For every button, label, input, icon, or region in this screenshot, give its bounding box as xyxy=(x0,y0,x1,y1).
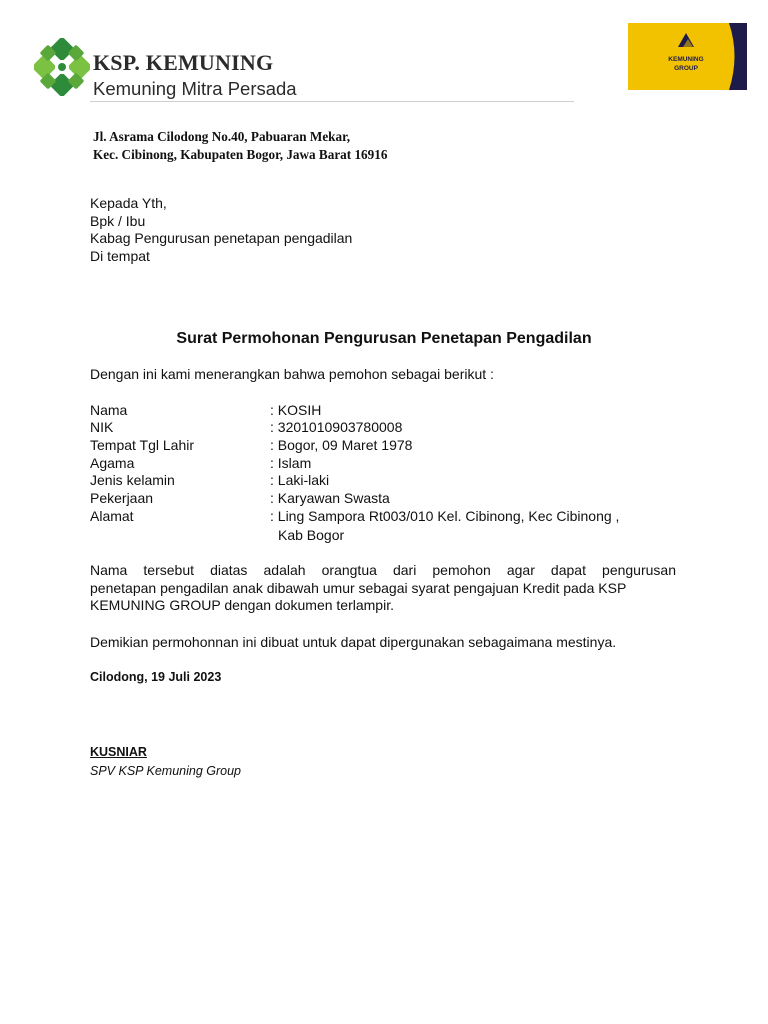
letter-title: Surat Permohonan Pengurusan Penetapan Pengadilan xyxy=(176,330,592,347)
field-value-pekerjaan: : Karyawan Swasta xyxy=(270,490,390,506)
intro-text: Dengan ini kami menerangkan bahwa pemohon sebagai berikut : xyxy=(90,366,494,382)
address-line: Jl. Asrama Cilodong No.40, Pabuaran Mekar, xyxy=(93,129,351,144)
signer-title: SPV KSP Kemuning Group xyxy=(90,764,242,778)
field-label-pekerjaan: Pekerjaan xyxy=(90,490,154,506)
field-value-alamat: : Ling Sampora Rt003/010 Kel. Cibinong, Kec Cibinong , xyxy=(270,508,620,524)
header-divider xyxy=(90,101,574,102)
body-line: Nama tersebut diatas adalah orangtua dari pemohon agar dapat pengurusan xyxy=(90,562,676,578)
field-value-agama: : Islam xyxy=(270,455,312,471)
recipient-block xyxy=(90,195,352,266)
kemuning-group-logo xyxy=(628,23,747,90)
company-address xyxy=(93,128,387,163)
field-value-nama: : KOSIH xyxy=(270,402,322,418)
letter-date: Cilodong, 19 Juli 2023 xyxy=(90,670,222,684)
body-line: penetapan pengadilan anak dibawah umur sebagai syarat pengajuan Kredit pada KSP xyxy=(90,579,627,596)
recipient-line: Kabag Pengurusan penetapan pengadilan xyxy=(90,230,353,247)
field-label-nik: NIK xyxy=(90,419,114,435)
body-line: KEMUNING GROUP dengan dokumen terlampir. xyxy=(90,597,394,613)
recipient-line: Di tempat xyxy=(90,248,150,265)
field-label-jenis-kelamin: Jenis kelamin xyxy=(90,472,175,488)
body-paragraph xyxy=(90,562,676,615)
group-logo-line1: KEMUNING xyxy=(668,56,704,63)
recipient-line: Bpk / Ibu xyxy=(90,212,146,229)
company-name: KSP. KEMUNING xyxy=(93,50,274,75)
company-subtitle: Kemuning Mitra Persada xyxy=(93,78,297,99)
field-label-tempat-tgl-lahir: Tempat Tgl Lahir xyxy=(90,437,195,453)
field-label-nama: Nama xyxy=(90,402,128,418)
field-value-jenis-kelamin: : Laki-laki xyxy=(270,472,330,488)
signer-name: KUSNIAR xyxy=(90,745,147,759)
group-logo-line2: GROUP xyxy=(674,65,698,72)
ksp-kemuning-logo-icon xyxy=(34,38,90,96)
field-value-nik: : 3201010903780008 xyxy=(270,419,403,435)
field-label-agama: Agama xyxy=(90,455,135,471)
address-line: Kec. Cibinong, Kabupaten Bogor, Jawa Barat 16916 xyxy=(93,146,388,162)
recipient-line: Kepada Yth, xyxy=(90,195,167,211)
field-label-alamat: Alamat xyxy=(90,508,134,524)
field-value-tempat-tgl-lahir: : Bogor, 09 Maret 1978 xyxy=(270,437,413,453)
field-value-alamat-continued: Kab Bogor xyxy=(278,527,345,543)
closing-text: Demikian permohonnan ini dibuat untuk dapat dipergunakan sebagaimana mestinya. xyxy=(90,634,617,650)
